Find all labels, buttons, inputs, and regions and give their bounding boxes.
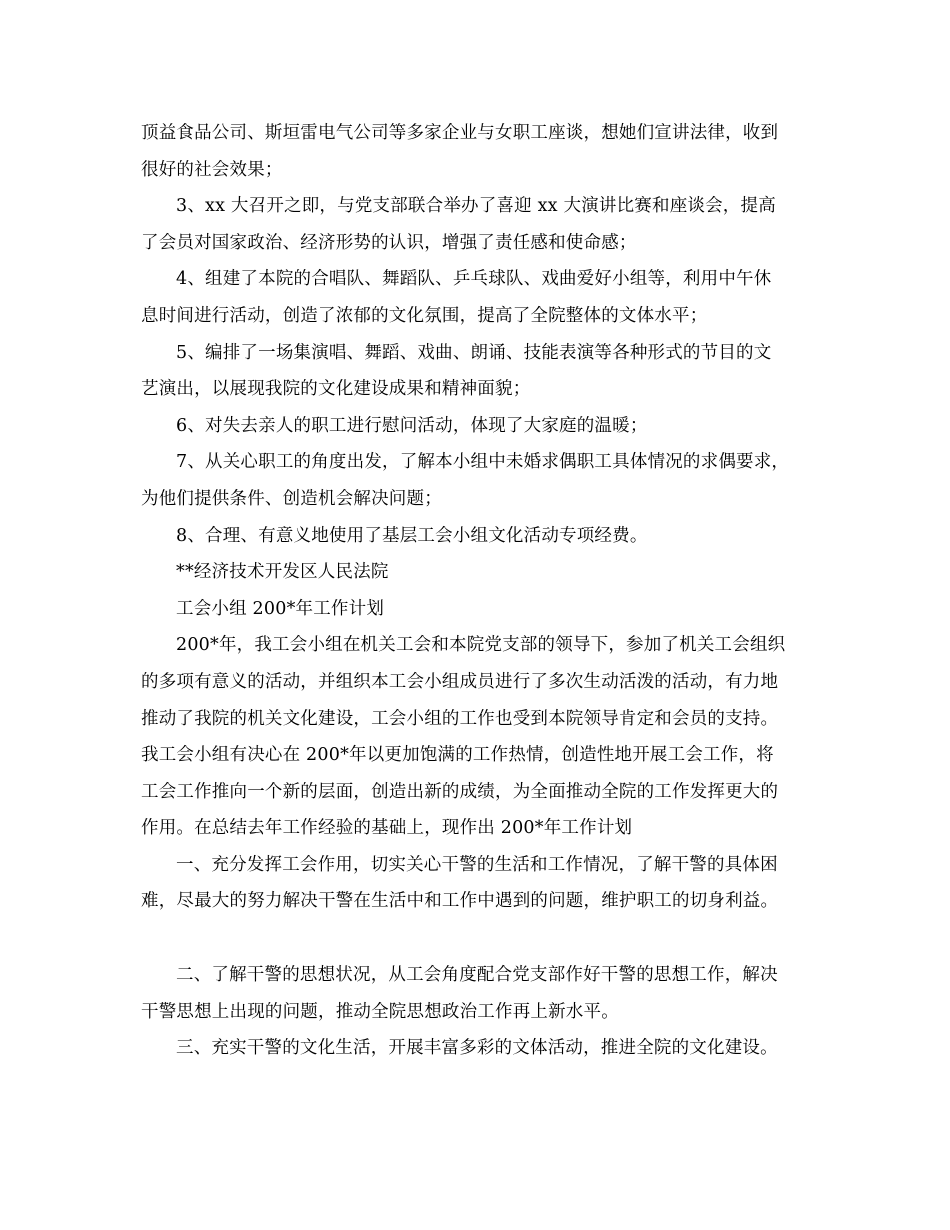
text-line: 我工会小组有决心在 200*年以更加饱满的工作热情，创造性地开展工会工作，将 [141,745,774,766]
text-line: 5、编排了一场集演唱、舞蹈、戏曲、朗诵、技能表演等各种形式的节目的文 [176,342,772,363]
list-item-6 [141,408,811,445]
text-line: **经济技术开发区人民法院 [176,562,389,583]
plan-introduction [141,627,811,847]
text-line: 为他们提供条件、创造机会解决问题； [141,488,442,509]
paragraph-continuation [141,115,811,188]
text-line: 3、xx 大召开之即，与党支部联合举办了喜迎 xx 大演讲比赛和座谈会，提高 [176,196,776,217]
text-line: 6、对失去亲人的职工进行慰问活动，体现了大家庭的温暖； [176,415,648,436]
text-line: 很好的社会效果； [141,159,283,180]
list-item-4 [141,261,811,334]
text-line: 工会小组 200*年工作计划 [176,598,385,619]
text-line: 了会员对国家政治、经济形势的认识，增强了责任感和使命感； [141,232,637,253]
text-line: 难，尽最大的努力解决干警在生活中和工作中遇到的问题，维护职工的切身利益。 [141,891,779,912]
plan-item-2 [141,957,811,1030]
text-line: 干警思想上出现的问题，推动全院思想政治工作再上新水平。 [141,1001,619,1022]
text-line: 推动了我院的机关文化建设，工会小组的工作也受到本院领导肯定和会员的支持。 [141,708,779,729]
text-line: 顶益食品公司、斯垣雷电气公司等多家企业与女职工座谈，想她们宣讲法律，收到 [141,123,779,143]
text-line: 的多项有意义的活动，并组织本工会小组成员进行了多次生动活泼的活动，有力地 [141,671,779,692]
document-body [141,115,811,1067]
plan-item-3 [141,1030,811,1067]
text-line: 二、了解干警的思想状况，从工会角度配合党支部作好干警的思想工作，解决 [176,965,778,986]
list-item-3 [141,188,811,261]
text-line: 工会工作推向一个新的层面，创造出新的成绩，为全面推动全院的工作发挥更大的 [141,781,779,802]
text-line: 4、组建了本院的合唱队、舞蹈队、乒乓球队、戏曲爱好小组等，利用中午休 [176,269,772,290]
text-line: 8、合理、有意义地使用了基层工会小组文化活动专项经费。 [176,525,648,546]
text-line: 艺演出，以展现我院的文化建设成果和精神面貌； [141,379,531,400]
plan-item-1 [141,847,811,920]
text-line: 息时间进行活动，创造了浓郁的文化氛围，提高了全院整体的文体水平； [141,305,708,326]
text-line: 一、充分发挥工会作用，切实关心干警的生活和工作情况，了解干警的具体困 [176,854,778,875]
text-line: 三、充实干警的文化生活，开展丰富多彩的文体活动，推进全院的文化建设。 [176,1038,778,1059]
list-item-5 [141,335,811,408]
text-line: 作用。在总结去年工作经验的基础上，现作出 200*年工作计划 [141,818,633,839]
plan-title [141,591,811,628]
text-line: 7、从关心职工的角度出发，了解本小组中未婚求偶职工具体情况的求偶要求， [176,452,790,473]
organization-name [141,554,811,591]
text-line: 200*年，我工会小组在机关工会和本院党支部的领导下，参加了机关工会组织 [176,635,786,656]
list-item-7 [141,444,811,517]
list-item-8 [141,518,811,555]
